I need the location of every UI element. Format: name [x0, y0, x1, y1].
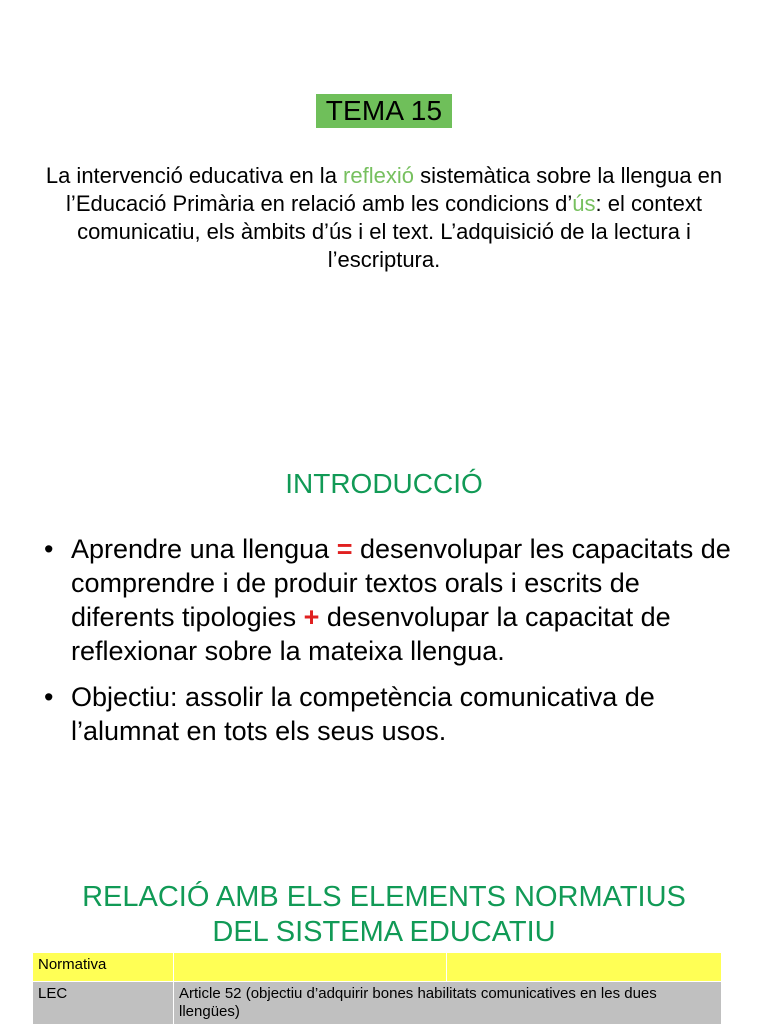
table-header-row [33, 953, 722, 982]
plus-operator: + [303, 602, 320, 632]
introduccio-title: INTRODUCCIÓ [285, 468, 483, 499]
bullet-text: Aprendre una llengua [71, 534, 337, 564]
relacio-title [0, 880, 768, 950]
equals-operator: = [336, 534, 353, 564]
table-header-cell [174, 953, 447, 982]
tema-label: TEMA 15 [316, 94, 452, 128]
table-cell: LEC [33, 982, 174, 1024]
subtitle-highlight-us: ús [572, 191, 596, 216]
relacio-title-line: RELACIÓ AMB ELS ELEMENTS NORMATIUS [82, 881, 686, 913]
bullet-dot: • [44, 534, 54, 564]
tema-subtitle [30, 162, 738, 274]
relacio-title-line: DEL SISTEMA EDUCATIU [212, 916, 556, 948]
table-row [33, 982, 722, 1024]
table-cell: Article 52 (objectiu d’adquirir bones habilitats comunicatives en les dues llengües) [174, 982, 722, 1024]
subtitle-text: : el context comunicatiu, els àmbits d’ús i el text. L’adquisició de la lectura i l’escriptura. [77, 191, 702, 272]
bullet-text: Objectiu: assolir la competència comunicativa de l’alumnat en tots els seus usos. [71, 682, 655, 746]
subtitle-text: La intervenció educativa en la [45, 163, 344, 188]
subtitle-text: sistemàtica sobre la llengua en l’Educació Primària en relació amb les condicions d’ [66, 163, 723, 216]
table-header-cell: Normativa [33, 953, 174, 982]
table-header-cell [447, 953, 722, 982]
normativa-table [32, 952, 722, 1024]
introduccio-bullet-list [44, 532, 744, 760]
bullet-item [44, 680, 744, 748]
bullet-item [44, 532, 744, 668]
bullet-text: desenvolupar la capacitat de reflexionar sobre la mateixa llengua. [71, 602, 671, 666]
subtitle-highlight-reflexio: reflexió [343, 163, 414, 188]
bullet-text: desenvolupar les capacitats de comprendre i de produir textos orals i escrits de diferents tipologies [71, 534, 731, 632]
bullet-dot: • [44, 682, 54, 712]
